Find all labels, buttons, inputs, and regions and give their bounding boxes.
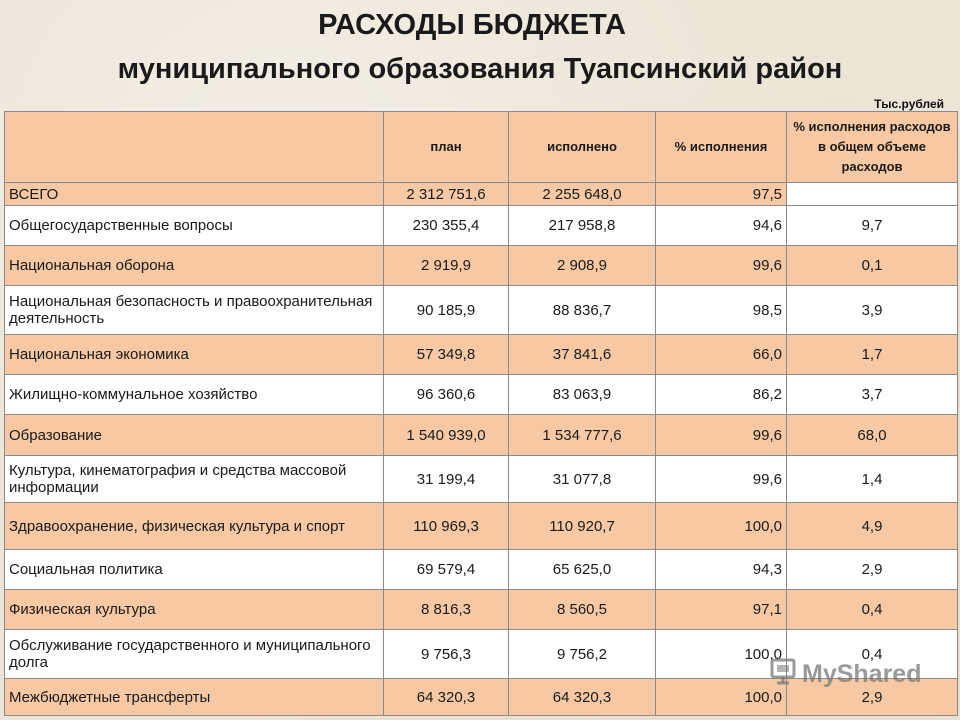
header-pct: % исполнения [656,112,787,183]
row-done: 64 320,3 [509,679,656,716]
row-name: Национальная безопасность и правоохранительная деятельность [5,286,384,335]
row-name: Социальная политика [5,550,384,590]
row-share: 2,9 [787,550,958,590]
table-row [5,456,958,503]
budget-table [4,111,958,716]
table-row [5,206,958,246]
row-share: 0,1 [787,246,958,286]
header-category [5,112,384,183]
row-done: 37 841,6 [509,335,656,375]
table-row [5,375,958,415]
row-name: Межбюджетные трансферты [5,679,384,716]
row-share: 3,9 [787,286,958,335]
slide-subtitle: муниципального образования Туапсинский район [117,53,843,85]
row-pct: 66,0 [656,335,787,375]
row-done: 8 560,5 [509,590,656,630]
units-label: Тыс.рублей [874,97,944,111]
row-done: 1 534 777,6 [509,415,656,456]
row-share: 9,7 [787,206,958,246]
table-row [5,503,958,550]
row-name: Жилищно-коммунальное хозяйство [5,375,384,415]
row-name: Общегосударственные вопросы [5,206,384,246]
row-plan: 230 355,4 [384,206,509,246]
table-row [5,590,958,630]
row-share: 0,4 [787,590,958,630]
row-name: Национальная экономика [5,335,384,375]
header-share: % исполнения расходов в общем объеме расходов [787,112,958,183]
row-pct: 97,1 [656,590,787,630]
watermark-text: MyShared [802,660,922,688]
row-pct: 99,6 [656,415,787,456]
row-pct: 98,5 [656,286,787,335]
row-share: 68,0 [787,415,958,456]
row-share: 1,7 [787,335,958,375]
row-done: 88 836,7 [509,286,656,335]
row-plan: 31 199,4 [384,456,509,503]
row-plan: 2 312 751,6 [384,183,509,206]
row-share [787,183,958,206]
table-row-total [5,183,958,206]
presentation-board-icon [768,656,798,693]
row-share: 0,4 [787,630,958,679]
row-done: 2 908,9 [509,246,656,286]
slide-title: РАСХОДЫ БЮДЖЕТА [318,9,626,41]
row-done: 110 920,7 [509,503,656,550]
row-share: 1,4 [787,456,958,503]
table-header-row [5,112,958,183]
row-done: 9 756,2 [509,630,656,679]
row-done: 31 077,8 [509,456,656,503]
row-name: Национальная оборона [5,246,384,286]
row-pct: 99,6 [656,456,787,503]
table-row [5,246,958,286]
row-pct: 99,6 [656,246,787,286]
row-pct: 100,0 [656,503,787,550]
row-name: Здравоохранение, физическая культура и спорт [5,503,384,550]
row-plan: 96 360,6 [384,375,509,415]
row-done: 2 255 648,0 [509,183,656,206]
row-pct: 97,5 [656,183,787,206]
row-share: 2,9 [787,679,958,716]
row-share: 3,7 [787,375,958,415]
row-plan: 90 185,9 [384,286,509,335]
table-row [5,286,958,335]
table-row [5,550,958,590]
row-done: 83 063,9 [509,375,656,415]
row-done: 217 958,8 [509,206,656,246]
row-plan: 110 969,3 [384,503,509,550]
row-name: Физическая культура [5,590,384,630]
row-pct: 94,3 [656,550,787,590]
row-name: Обслуживание государственного и муниципального долга [5,630,384,679]
watermark [768,656,921,693]
row-pct: 94,6 [656,206,787,246]
header-plan: план [384,112,509,183]
row-pct: 100,0 [656,679,787,716]
row-name: ВСЕГО [5,183,384,206]
row-plan: 1 540 939,0 [384,415,509,456]
row-pct: 86,2 [656,375,787,415]
row-plan: 2 919,9 [384,246,509,286]
row-done: 65 625,0 [509,550,656,590]
table-row [5,415,958,456]
row-pct: 100,0 [656,630,787,679]
header-done: исполнено [509,112,656,183]
row-plan: 69 579,4 [384,550,509,590]
row-name: Культура, кинематография и средства массовой информации [5,456,384,503]
row-plan: 64 320,3 [384,679,509,716]
row-plan: 9 756,3 [384,630,509,679]
row-plan: 8 816,3 [384,590,509,630]
row-share: 4,9 [787,503,958,550]
table-row [5,335,958,375]
row-name: Образование [5,415,384,456]
row-plan: 57 349,8 [384,335,509,375]
